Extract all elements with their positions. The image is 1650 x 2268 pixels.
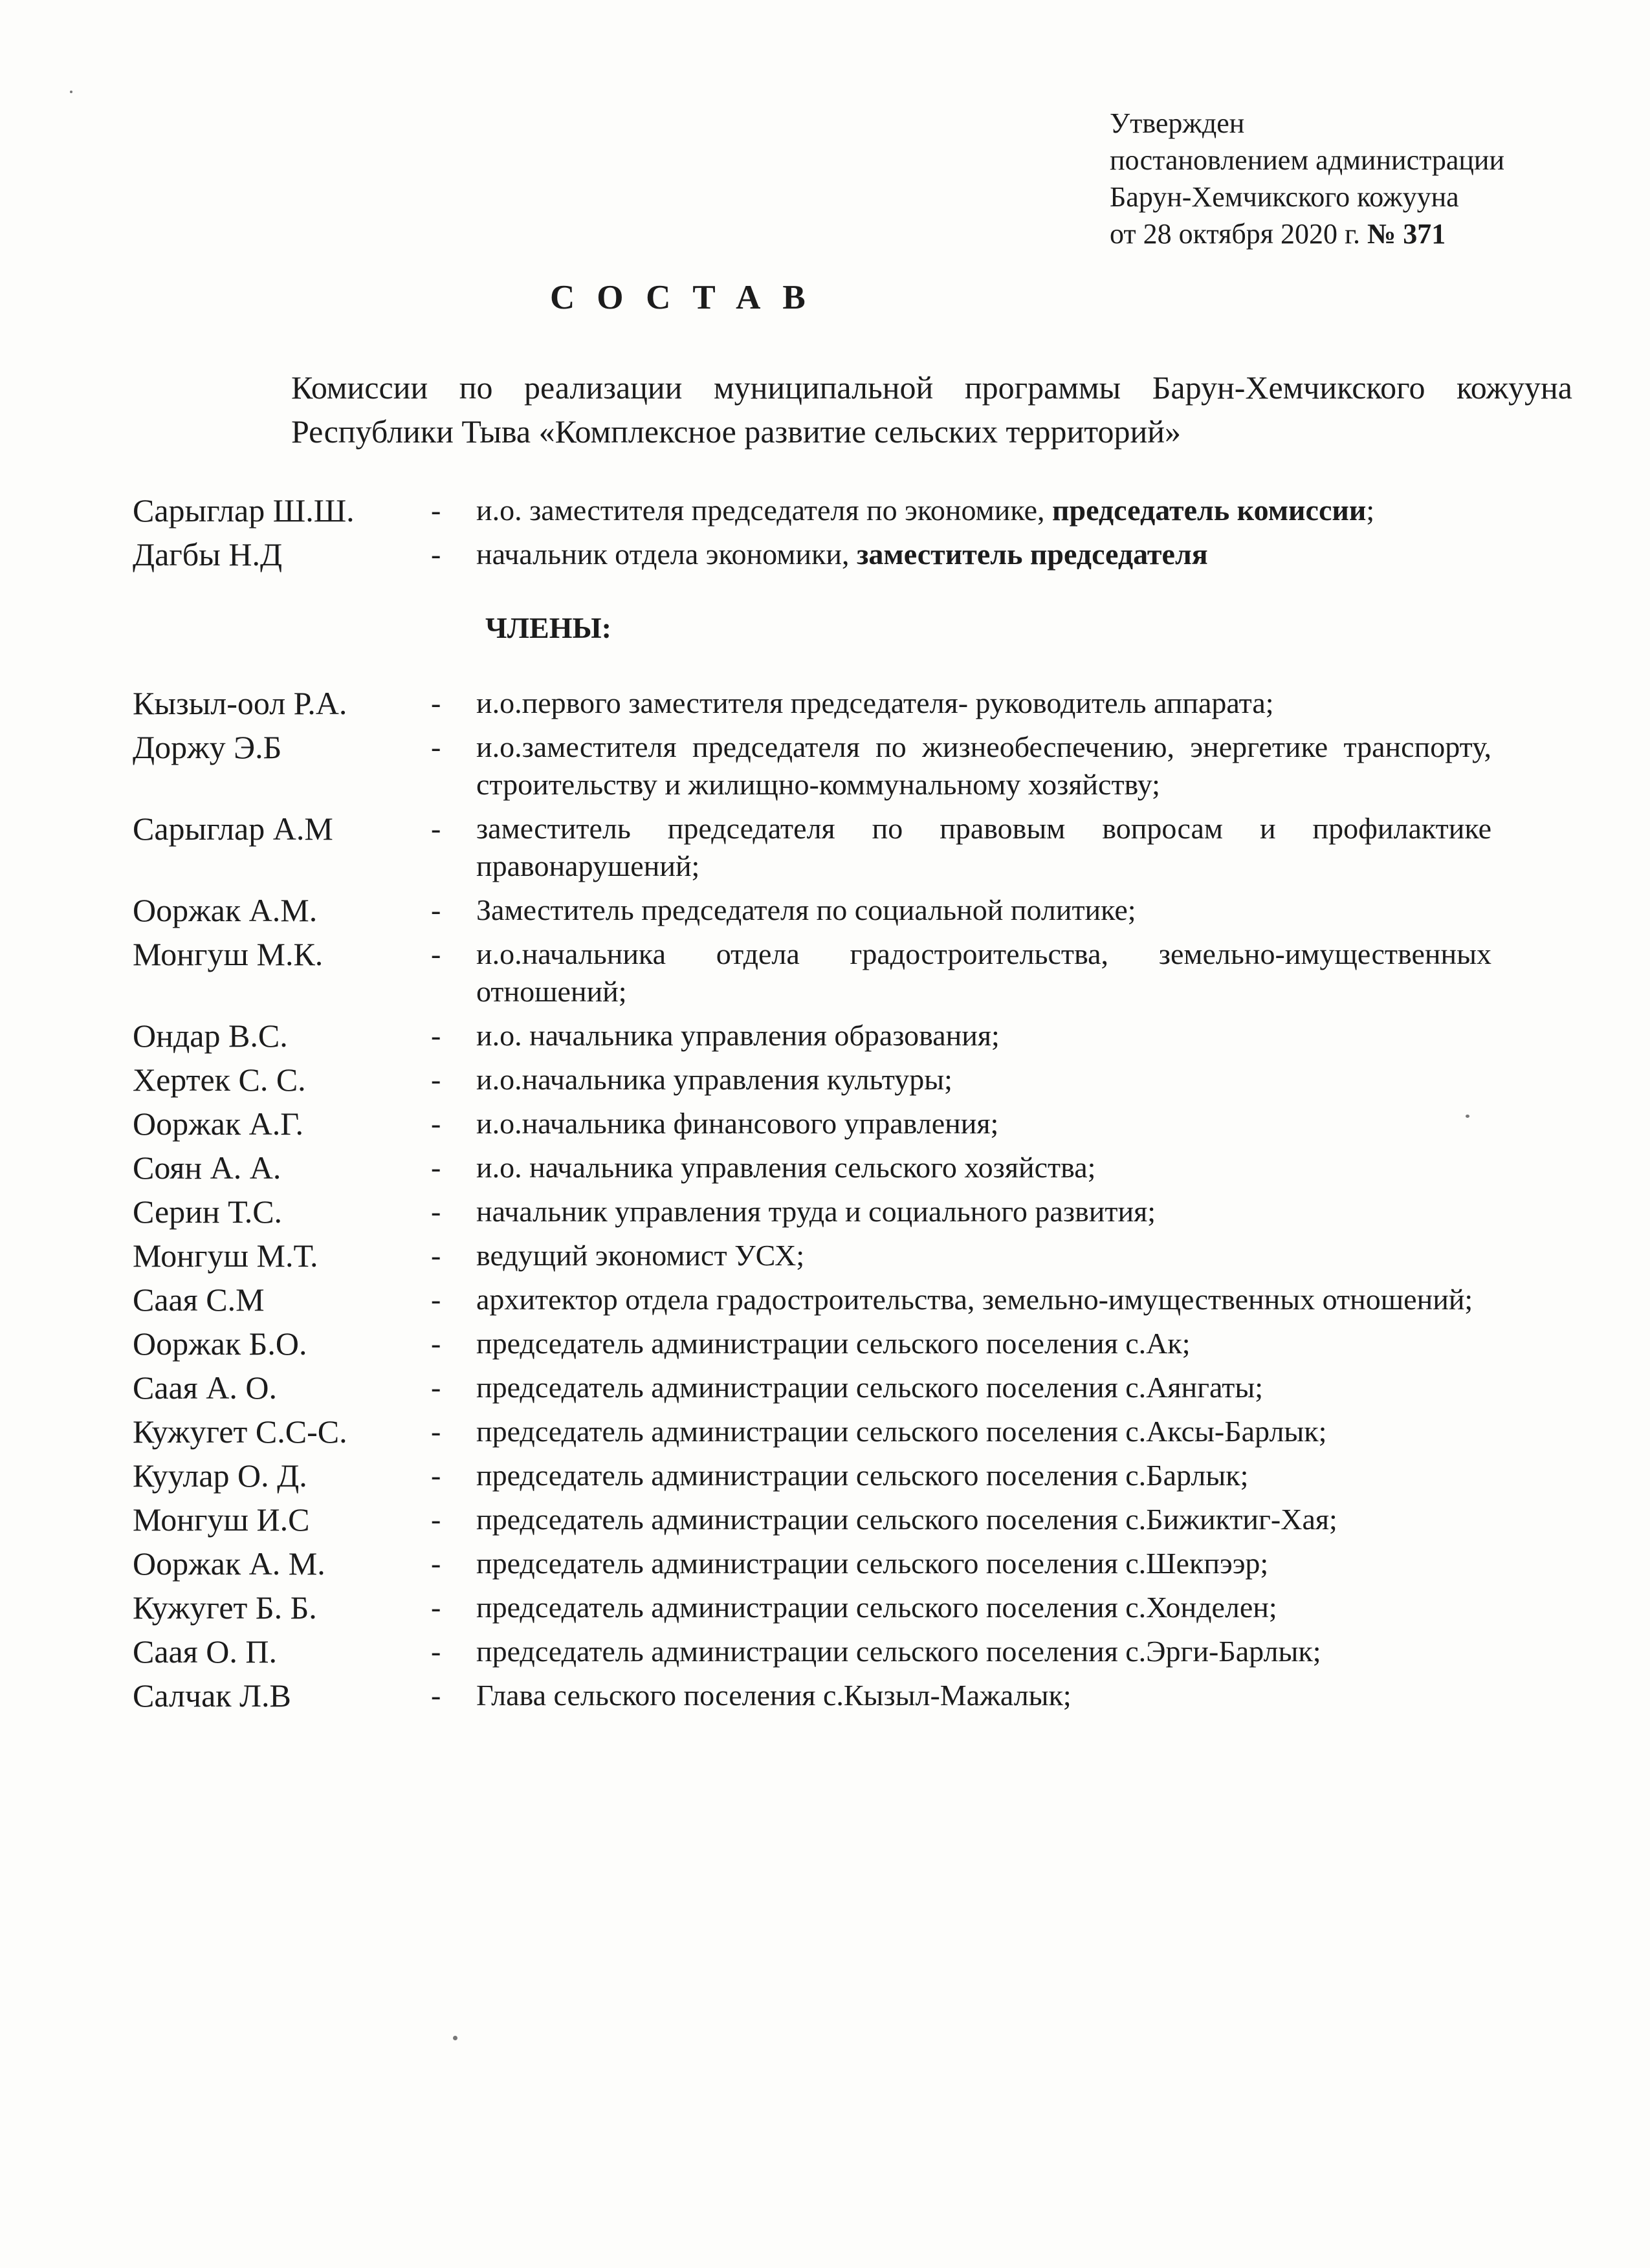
approval-line-1: Утвержден <box>1110 107 1245 139</box>
dash-separator: - <box>431 494 441 527</box>
member-role: и.о.первого заместителя председателя- руководитель аппарата; <box>476 686 1274 719</box>
member-role: архитектор отдела градостроительства, земельно-имущественных отношений; <box>476 1283 1473 1316</box>
dash-separator: - <box>431 538 441 571</box>
member-role: председатель администрации сельского поселения с.Бижиктиг-Хая; <box>476 1503 1337 1536</box>
member-name: Сарыглар А.М <box>133 811 333 847</box>
member-name: Доржу Э.Б <box>133 729 282 765</box>
member-row <box>133 935 1504 1010</box>
member-role: председатель администрации сельского поселения с.Аянгаты; <box>476 1371 1264 1404</box>
role-text: начальник отдела экономики, <box>476 538 857 571</box>
member-row <box>133 1589 1504 1626</box>
dash-separator: - <box>431 1151 441 1184</box>
member-role <box>476 536 1504 573</box>
member-row <box>133 891 1504 929</box>
member-row <box>133 1281 1504 1318</box>
member-role: председатель администрации сельского поселения с.Шекпээр; <box>476 1547 1269 1580</box>
member-role: и.о. начальника управления образования; <box>476 1019 1000 1052</box>
member-name: Ооржак А.Г. <box>133 1106 304 1142</box>
member-row <box>133 1325 1504 1362</box>
approval-date: от 28 октября 2020 г. <box>1110 218 1361 250</box>
dash-separator: - <box>431 937 441 970</box>
member-role: начальник управления труда и социального развития; <box>476 1195 1156 1228</box>
scan-speck <box>453 2036 457 2040</box>
role-text: и.о. заместителя председателя по экономике, <box>476 494 1052 527</box>
member-row <box>133 1017 1504 1054</box>
member-row <box>133 1237 1504 1274</box>
member-row <box>133 1369 1504 1406</box>
member-name: Кужугет С.С-С. <box>133 1413 347 1450</box>
member-role: председатель администрации сельского поселения с.Эрги-Барлык; <box>476 1635 1321 1668</box>
member-role: заместитель председателя по правовым вопросам и профилактике правонарушений; <box>476 812 1491 882</box>
dash-separator: - <box>431 1591 441 1624</box>
member-name: Ооржак А.М. <box>133 892 318 928</box>
member-row <box>133 1545 1504 1582</box>
member-name: Саая О. П. <box>133 1633 277 1670</box>
commission-list <box>133 492 1504 1721</box>
member-name: Саая А. О. <box>133 1369 277 1406</box>
member-row <box>133 1193 1504 1230</box>
approval-number: № 371 <box>1367 218 1446 250</box>
member-role: и.о.начальника управления культуры; <box>476 1063 952 1096</box>
approval-line-3: Барун-Хемчикского кожууна <box>1110 181 1459 213</box>
member-row <box>133 1457 1504 1494</box>
member-row <box>133 684 1504 722</box>
dash-separator: - <box>431 1063 441 1096</box>
scan-speck <box>70 91 72 93</box>
member-name: Ооржак Б.О. <box>133 1325 307 1362</box>
role-emphasis: председатель комиссии <box>1052 494 1367 527</box>
role-emphasis: заместитель председателя <box>856 538 1208 571</box>
member-row <box>133 1677 1504 1714</box>
dash-separator: - <box>431 1503 441 1536</box>
member-name: Монгуш М.Т. <box>133 1238 318 1274</box>
role-tail: ; <box>1366 494 1375 527</box>
dash-separator: - <box>431 1327 441 1360</box>
dash-separator: - <box>431 1283 441 1316</box>
member-row <box>133 1501 1504 1538</box>
dash-separator: - <box>431 1239 441 1272</box>
approval-stamp-block <box>1110 105 1627 252</box>
member-name: Дагбы Н.Д <box>133 536 283 572</box>
dash-separator: - <box>431 1415 441 1448</box>
document-subtitle: Комиссии по реализации муниципальной программы Барун-Хемчикского кожууна Республики Тыва «Комплексное развитие сельских территорий» <box>291 369 1572 450</box>
member-row <box>133 810 1504 885</box>
dash-separator: - <box>431 812 441 845</box>
member-row <box>133 1149 1504 1186</box>
member-name: Саая С.М <box>133 1281 265 1318</box>
member-row <box>133 1413 1504 1450</box>
member-row <box>133 728 1504 803</box>
member-name: Хертек С. С. <box>133 1062 306 1098</box>
dash-separator: - <box>431 1635 441 1668</box>
approval-line-2: постановлением администрации <box>1110 144 1505 176</box>
member-role <box>476 492 1504 529</box>
member-name: Салчак Л.В <box>133 1677 291 1714</box>
member-row <box>133 1061 1504 1098</box>
member-name: Сарыглар Ш.Ш. <box>133 492 355 529</box>
member-role: Глава сельского поселения с.Кызыл-Мажалык; <box>476 1679 1072 1712</box>
leadership-row <box>133 492 1504 529</box>
member-role: и.о. начальника управления сельского хозяйства; <box>476 1151 1096 1184</box>
member-name: Соян А. А. <box>133 1150 281 1186</box>
dash-separator: - <box>431 1195 441 1228</box>
member-role: председатель администрации сельского поселения с.Барлык; <box>476 1459 1249 1492</box>
member-name: Кызыл-оол Р.А. <box>133 685 347 721</box>
dash-separator: - <box>431 1019 441 1052</box>
members-heading: ЧЛЕНЫ: <box>485 611 611 644</box>
member-rows <box>133 684 1504 1714</box>
member-name: Куулар О. Д. <box>133 1457 307 1494</box>
member-name: Кужугет Б. Б. <box>133 1589 317 1626</box>
member-role: председатель администрации сельского поселения с.Хонделен; <box>476 1591 1277 1624</box>
member-name: Серин Т.С. <box>133 1194 283 1230</box>
member-role: и.о.начальника отдела градостроительства, земельно-имущественных отношений; <box>476 937 1491 1008</box>
dash-separator: - <box>431 730 441 763</box>
member-row <box>133 1105 1504 1142</box>
dash-separator: - <box>431 1679 441 1712</box>
document-title: СОСТАВ <box>550 279 828 316</box>
member-role: Заместитель председателя по социальной политике; <box>476 893 1136 926</box>
member-role: председатель администрации сельского поселения с.Аксы-Барлык; <box>476 1415 1327 1448</box>
member-role: и.о.начальника финансового управления; <box>476 1107 999 1140</box>
member-name: Монгуш М.К. <box>133 936 324 972</box>
dash-separator: - <box>431 1371 441 1404</box>
member-role: и.о.заместителя председателя по жизнеобеспечению, энергетике транспорту, строительству и жилищно-коммунальному хозяйству; <box>476 730 1491 801</box>
approval-line-4 <box>1110 215 1627 252</box>
member-name: Монгуш И.С <box>133 1501 310 1538</box>
dash-separator: - <box>431 686 441 719</box>
dash-separator: - <box>431 1547 441 1580</box>
dash-separator: - <box>431 1107 441 1140</box>
member-row <box>133 1633 1504 1670</box>
member-name: Ондар В.С. <box>133 1018 288 1054</box>
member-name: Ооржак А. М. <box>133 1545 325 1582</box>
scan-speck <box>1466 1115 1469 1118</box>
dash-separator: - <box>431 1459 441 1492</box>
leadership-row <box>133 536 1504 573</box>
member-role: ведущий экономист УСХ; <box>476 1239 805 1272</box>
member-role: председатель администрации сельского поселения с.Ак; <box>476 1327 1191 1360</box>
dash-separator: - <box>431 893 441 926</box>
